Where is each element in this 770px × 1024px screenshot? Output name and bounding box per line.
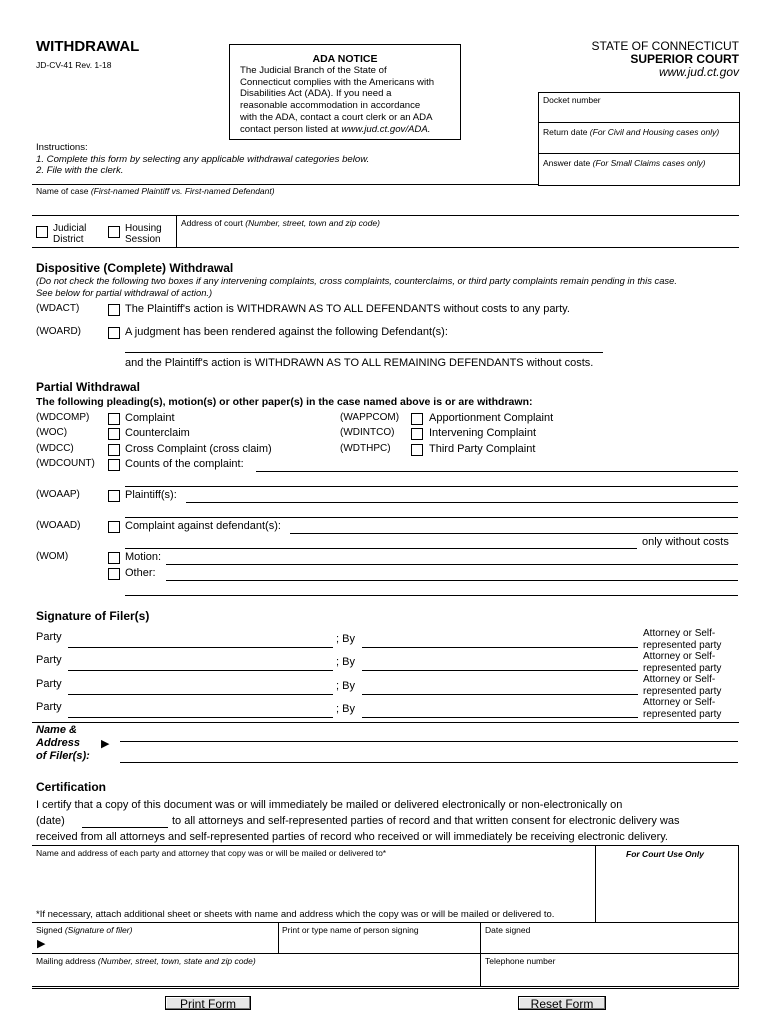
party-field[interactable] [68, 670, 333, 671]
woaap-code: (WOAAP) [36, 489, 80, 500]
court-address-label: Address of court (Number, street, town and zip code) [181, 218, 380, 228]
ada-link[interactable]: www.jud.ct.gov/ADA. [341, 123, 431, 135]
woard-defendants-field[interactable] [125, 352, 603, 353]
return-date-field[interactable] [540, 137, 736, 152]
certification-line-3: received from all attorneys and self-represented parties of record who received or will immediately be receiving electronic delivery. [36, 831, 668, 843]
by-label: ; By [336, 703, 355, 715]
woc-label: Counterclaim [125, 427, 190, 439]
wdcount-code: (WDCOUNT) [36, 458, 95, 469]
ada-notice-box [229, 44, 461, 140]
print-form-button[interactable]: Print Form [165, 996, 251, 1010]
print-name-field[interactable] [282, 935, 476, 951]
certification-line-2: to all attorneys and self-represented parties of record and that written consent for electronic delivery was [172, 815, 680, 827]
woc-checkbox[interactable] [108, 428, 120, 440]
dispositive-note-2: See below for partial withdrawal of action.) [36, 287, 213, 298]
ada-notice-title: ADA NOTICE [312, 53, 378, 65]
other-field-2[interactable] [125, 595, 738, 596]
name-address-field-2[interactable] [120, 762, 738, 763]
woaad-field[interactable] [290, 533, 738, 534]
wdcount-field-2[interactable] [125, 486, 738, 487]
signed-field[interactable] [52, 935, 276, 951]
woard-checkbox[interactable] [108, 327, 120, 339]
ada-line: reasonable accommodation in accordance [240, 100, 421, 112]
ada-line: Disabilities Act (ADA). If you need a [240, 88, 392, 100]
by-label: ; By [336, 680, 355, 692]
answer-date-label: Answer date (For Small Claims cases only) [543, 158, 706, 168]
partial-subheading: The following pleading(s), motion(s) or other paper(s) in the case named above is or are withdrawn: [36, 396, 533, 408]
signed-label: Signed (Signature of filer) [36, 925, 133, 935]
woard-tail-text: and the Plaintiff's action is WITHDRAWN AS TO ALL REMAINING DEFENDANTS without costs. [125, 357, 594, 369]
signature-heading: Signature of Filer(s) [36, 609, 150, 623]
attorney-label: Attorney or Self- represented party [643, 674, 722, 697]
by-field[interactable] [362, 647, 638, 648]
wdthpc-checkbox[interactable] [411, 444, 423, 456]
telephone-label: Telephone number [485, 956, 556, 966]
woaap-field[interactable] [186, 502, 738, 503]
party-label: Party [36, 631, 62, 643]
state-name: STATE OF CONNECTICUT [591, 39, 739, 53]
wappcom-label: Apportionment Complaint [429, 412, 554, 424]
court-website[interactable]: www.jud.ct.gov [658, 65, 739, 79]
wdcomp-code: (WDCOMP) [36, 412, 90, 423]
by-field[interactable] [362, 694, 638, 695]
instructions-step-1: 1. Complete this form by selecting any applicable withdrawal categories below. [36, 154, 370, 165]
wdact-code: (WDACT) [36, 303, 80, 314]
motion-checkbox[interactable] [108, 552, 120, 564]
wdcomp-label: Complaint [125, 412, 175, 424]
form-code: JD-CV-41 Rev. 1-18 [36, 60, 112, 70]
motion-field[interactable] [166, 564, 738, 565]
woard-code: (WOARD) [36, 326, 81, 337]
court-address-field[interactable] [180, 228, 736, 245]
by-label: ; By [336, 633, 355, 645]
attorney-label: Attorney or Self- represented party [643, 697, 722, 720]
telephone-field[interactable] [484, 966, 736, 984]
other-checkbox[interactable] [108, 568, 120, 580]
footnote: *If necessary, attach additional sheet or sheets with name and address which the copy was or will be mailed or delivered to. [36, 909, 555, 920]
instructions-heading: Instructions: [36, 142, 88, 153]
wdintco-checkbox[interactable] [411, 428, 423, 440]
wdintco-label: Intervening Complaint [429, 427, 537, 439]
woaap-label: Plaintiff(s): [125, 489, 177, 501]
name-address-field[interactable] [120, 741, 738, 742]
ada-line: The Judicial Branch of the State of [240, 65, 387, 76]
case-name-label: Name of case (First-named Plaintiff vs. First-named Defendant) [36, 186, 275, 196]
wdact-text: The Plaintiff's action is WITHDRAWN AS TO ALL DEFENDANTS without costs to any party. [125, 303, 570, 315]
date-signed-field[interactable] [484, 935, 736, 951]
wdcc-label: Cross Complaint (cross claim) [125, 443, 272, 455]
other-label: Other: [125, 567, 156, 579]
docket-number-field[interactable] [540, 105, 736, 121]
attorney-label: Attorney or Self- represented party [643, 628, 722, 651]
certification-line-1: I certify that a copy of this document was or will immediately be mailed or delivered electronically or non-electronically on [36, 799, 623, 811]
woard-text: A judgment has been rendered against the following Defendant(s): [125, 326, 448, 338]
woaap-checkbox[interactable] [108, 490, 120, 502]
by-label: ; By [336, 656, 355, 668]
woaad-code: (WOAAD) [36, 520, 81, 531]
party-label: Party [36, 701, 62, 713]
wdthpc-label: Third Party Complaint [429, 443, 536, 455]
housing-session-label: Housing Session [125, 223, 162, 245]
date-signed-label: Date signed [485, 925, 531, 935]
woaap-field-2[interactable] [125, 517, 738, 518]
certification-date-field[interactable] [82, 827, 168, 828]
case-name-field[interactable] [34, 196, 734, 214]
mailing-address-label: Mailing address (Number, street, town, state and zip code) [36, 956, 256, 966]
woc-code: (WOC) [36, 427, 68, 438]
by-field[interactable] [362, 670, 638, 671]
wdact-checkbox[interactable] [108, 304, 120, 316]
judicial-district-label: Judicial District [53, 223, 87, 245]
woaad-field-2[interactable] [125, 548, 637, 549]
certification-date-label: (date) [36, 815, 65, 827]
wom-code: (WOM) [36, 551, 69, 562]
certification-heading: Certification [36, 780, 107, 794]
form-title: WITHDRAWAL [36, 38, 140, 55]
housing-session-checkbox[interactable] [108, 226, 120, 238]
partial-heading: Partial Withdrawal [36, 380, 140, 394]
wdcc-checkbox[interactable] [108, 444, 120, 456]
dispositive-heading: Dispositive (Complete) Withdrawal [36, 261, 234, 275]
dispositive-note-1: (Do not check the following two boxes if any intervening complaints, cross complaints, counterclaims, or third party complaints remain pending in this case. [36, 275, 677, 286]
wdcount-checkbox[interactable] [108, 459, 120, 471]
ada-line: Connecticut complies with the Americans with [240, 76, 435, 88]
party-label: Party [36, 654, 62, 666]
print-name-label: Print or type name of person signing [282, 925, 419, 935]
court-name: SUPERIOR COURT [630, 52, 739, 66]
party-field[interactable] [68, 647, 333, 648]
names-addresses-field[interactable] [36, 860, 590, 906]
mailing-address-field[interactable] [36, 966, 476, 984]
docket-number-label: Docket number [543, 95, 601, 105]
wdintco-code: (WDINTCO) [340, 427, 395, 438]
names-addresses-label: Name and address of each party and attorney that copy was or will be mailed or delivered to* [36, 848, 387, 858]
wdcomp-checkbox[interactable] [108, 413, 120, 425]
reset-form-button[interactable]: Reset Form [518, 996, 606, 1010]
instructions-step-2: 2. File with the clerk. [36, 165, 124, 176]
return-date-label: Return date (For Civil and Housing cases only) [543, 127, 720, 137]
wdcc-code: (WDCC) [36, 443, 74, 454]
motion-label: Motion: [125, 551, 162, 563]
party-field[interactable] [68, 694, 333, 695]
judicial-district-checkbox[interactable] [36, 226, 48, 238]
woaad-checkbox[interactable] [108, 521, 120, 533]
ada-notice-text [230, 65, 460, 135]
arrow-icon: ▶ [101, 738, 110, 750]
name-address-label: Name & Address of Filer(s): [36, 724, 90, 762]
answer-date-field[interactable] [540, 168, 736, 183]
wdthpc-code: (WDTHPC) [340, 443, 391, 454]
attorney-label: Attorney or Self- represented party [643, 651, 722, 674]
wappcom-checkbox[interactable] [411, 413, 423, 425]
party-field[interactable] [68, 717, 333, 718]
court-use-label: For Court Use Only [626, 849, 704, 859]
woaad-label: Complaint against defendant(s): [125, 520, 281, 532]
party-label: Party [36, 678, 62, 690]
wdcount-field[interactable] [256, 471, 738, 472]
signed-arrow-icon: ▶ [37, 938, 46, 950]
by-field[interactable] [362, 717, 638, 718]
woaad-tail: only without costs [642, 536, 729, 548]
wdcount-label: Counts of the complaint: [125, 458, 244, 470]
ada-line: with the ADA, contact a court clerk or an ADA [240, 111, 433, 123]
ada-line: contact person listed at [240, 123, 339, 135]
wappcom-code: (WAPPCOM) [340, 412, 400, 423]
other-field[interactable] [166, 580, 738, 581]
